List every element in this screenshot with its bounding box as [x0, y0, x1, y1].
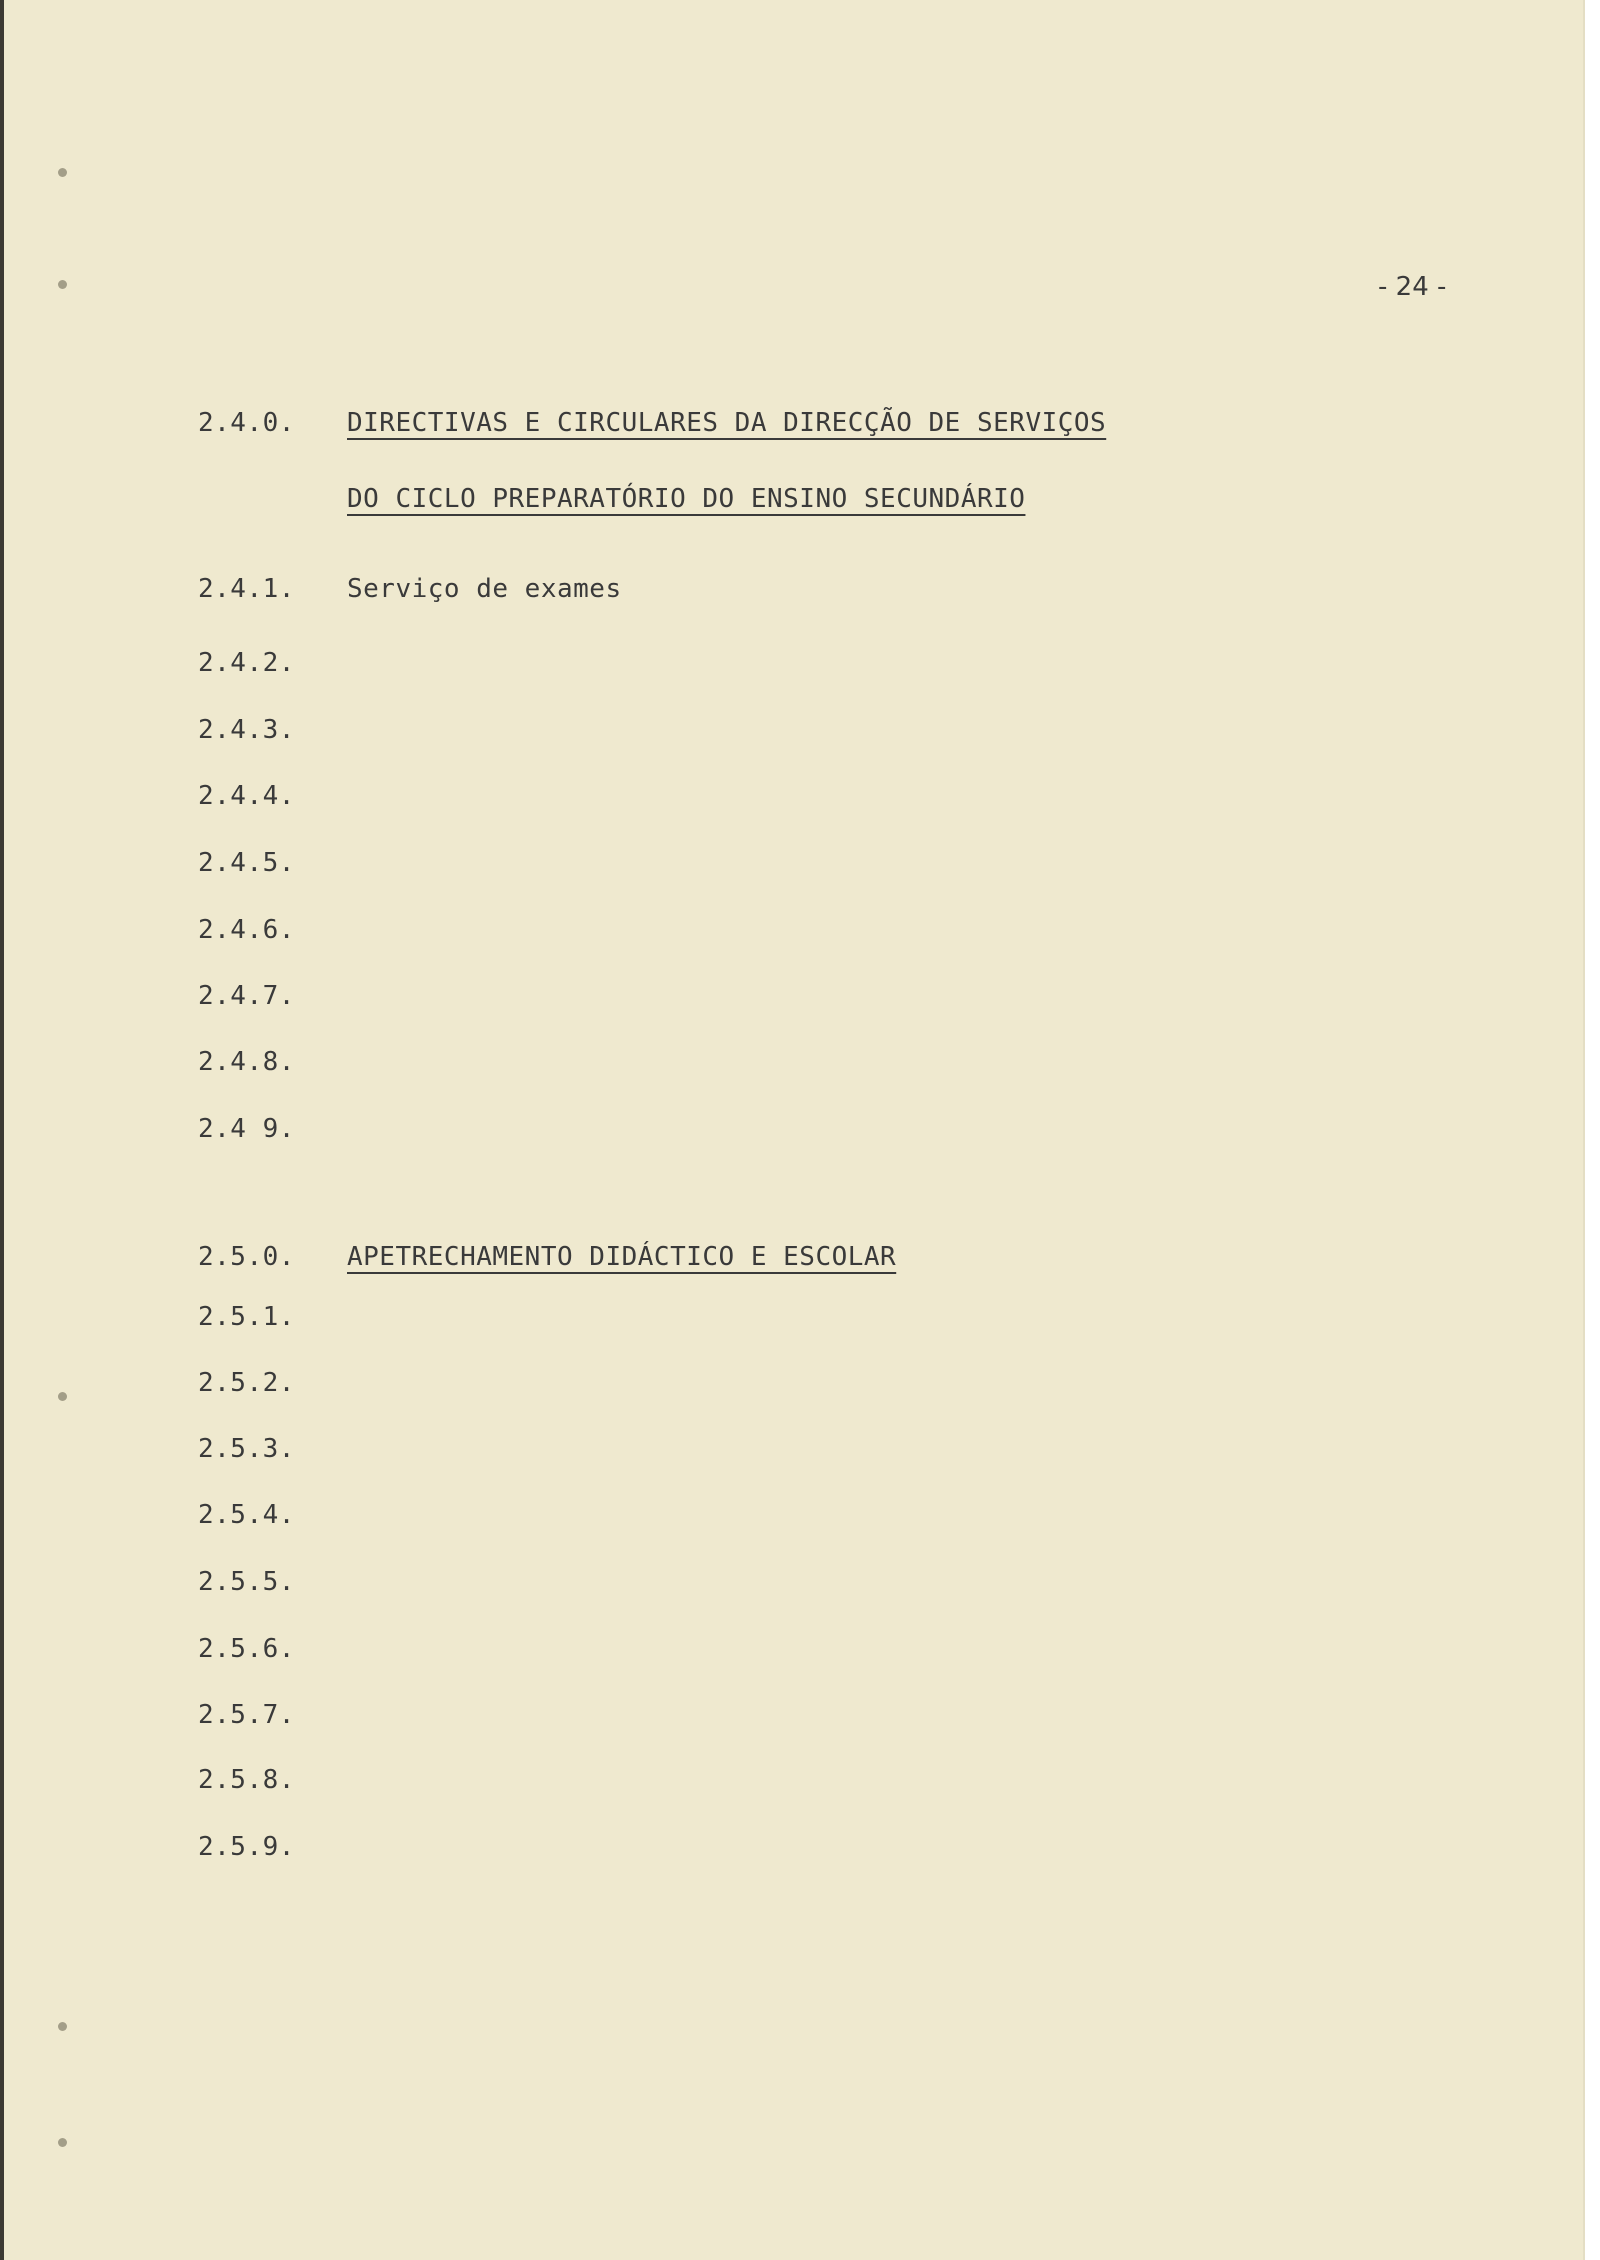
- item-number: 2.5.9.: [198, 1832, 295, 1862]
- item-number: 2.4.1.: [198, 574, 295, 604]
- punch-hole-mark: [58, 2138, 67, 2147]
- item-number: 2.4.8.: [198, 1047, 295, 1077]
- page-number: - 24 -: [1378, 272, 1447, 302]
- item-number: 2.5.4.: [198, 1500, 295, 1530]
- item-number: 2.5.5.: [198, 1567, 295, 1597]
- item-number: 2.5.3.: [198, 1434, 295, 1464]
- item-number: 2.4 9.: [198, 1114, 295, 1144]
- item-text: Serviço de exames: [347, 574, 622, 604]
- item-number: 2.4.6.: [198, 915, 295, 945]
- section-heading-line-1: DIRECTIVAS E CIRCULARES DA DIRECÇÃO DE SERVIÇOS: [347, 408, 1107, 438]
- section-number: 2.5.0.: [198, 1242, 295, 1272]
- item-number: 2.5.7.: [198, 1700, 295, 1730]
- item-number: 2.5.6.: [198, 1634, 295, 1664]
- item-number: 2.4.3.: [198, 715, 295, 745]
- item-number: 2.4.7.: [198, 981, 295, 1011]
- section-number: 2.4.0.: [198, 408, 295, 438]
- item-number: 2.5.2.: [198, 1368, 295, 1398]
- punch-hole-mark: [58, 168, 67, 177]
- punch-hole-mark: [58, 280, 67, 289]
- item-number: 2.4.2.: [198, 648, 295, 678]
- paper-edge: [0, 0, 4, 2260]
- punch-hole-mark: [58, 1392, 67, 1401]
- item-number: 2.5.1.: [198, 1302, 295, 1332]
- section-heading-line-2: DO CICLO PREPARATÓRIO DO ENSINO SECUNDÁRIO: [347, 484, 1026, 514]
- item-number: 2.4.4.: [198, 781, 295, 811]
- item-number: 2.4.5.: [198, 848, 295, 878]
- punch-hole-mark: [58, 2022, 67, 2031]
- section-heading: APETRECHAMENTO DIDÁCTICO E ESCOLAR: [347, 1242, 897, 1272]
- item-number: 2.5.8.: [198, 1765, 295, 1795]
